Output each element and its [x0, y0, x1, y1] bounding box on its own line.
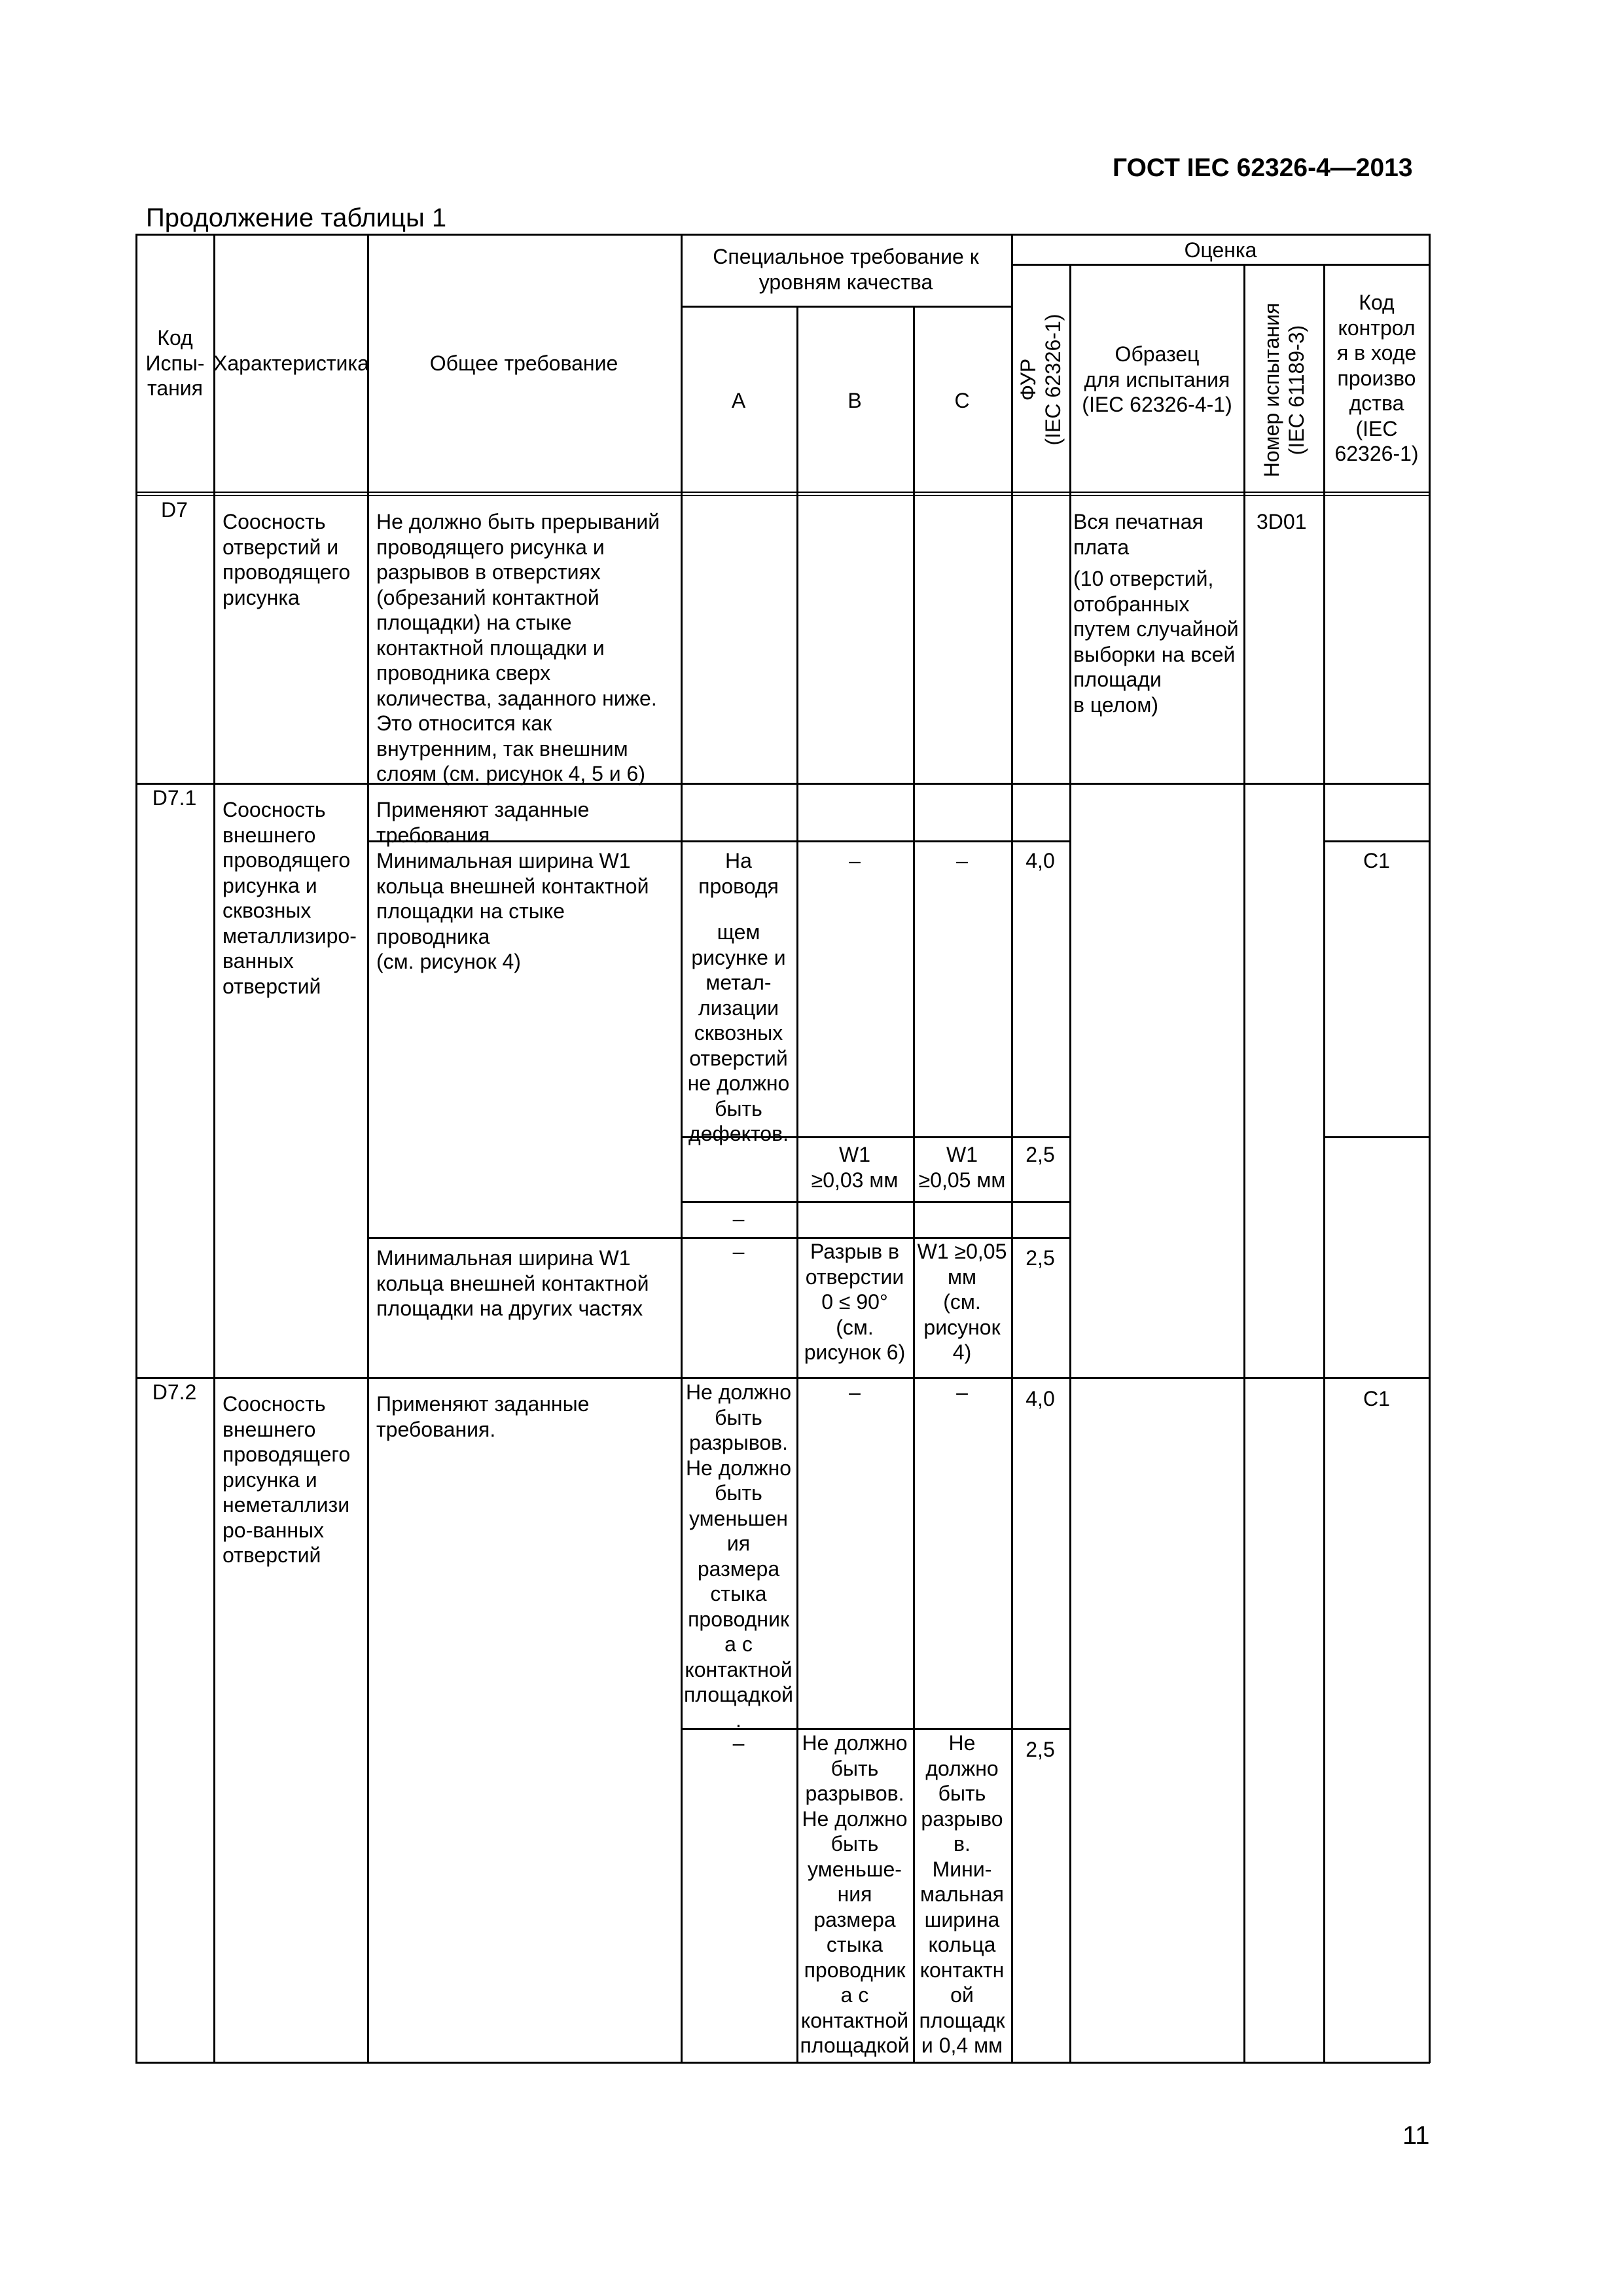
- row-d71-general-1: Применяют заданные требования: [376, 798, 590, 847]
- row-d71-a-2: На проводя: [698, 849, 779, 898]
- row-d7-sample-b: (10 отверстий, отобранных путем случайной выборки на всей площади в целом): [1073, 567, 1239, 717]
- row-d71-c-3: W1 ≥0,05 мм: [918, 1143, 1006, 1192]
- col-header-special: Специальное требование к уровням качества: [713, 245, 979, 294]
- row-d71-aql-2: 4,0: [1026, 849, 1055, 872]
- table-caption: Продолжение таблицы 1: [146, 204, 447, 232]
- row-d7-general: Не должно быть прерываний проводящего рисунка и разрывов в отверстиях (обрезаний контактной площадки) на стыке контактной площадки и проводника сверх количества, заданного ниже. Это относится как внутренним, так внешним слоям (см. рисунок 4, 5 и 6): [376, 510, 660, 785]
- row-d72-code: D7.2: [152, 1380, 197, 1404]
- row-d7-code: D7: [161, 498, 188, 522]
- col-header-general: Общее требование: [429, 351, 618, 375]
- row-d71-general-2: Минимальная ширина W1 кольца внешней контактной площадки на стыке проводника (см. рисунок 4): [376, 849, 649, 973]
- row-d71-c-2: –: [956, 849, 968, 872]
- row-d72-a-2: –: [732, 1731, 745, 1755]
- row-d72-general: Применяют заданные требования.: [376, 1392, 590, 1441]
- row-d72-b-1: –: [849, 1380, 861, 1404]
- col-header-a: A: [731, 389, 746, 412]
- row-d71-a-4: –: [732, 1207, 745, 1230]
- document-title: ГОСТ IEC 62326-4—2013: [1113, 154, 1413, 182]
- row-d71-b-3: W1 ≥0,03 мм: [811, 1143, 899, 1192]
- row-d71-a-2-cont: щем рисунке и метал- лизации сквозных отверстий не должно быть дефектов.: [687, 920, 790, 1145]
- page-number: 11: [1402, 2121, 1430, 2150]
- col-header-sample: Образец для испытания (IEC 62326-4-1): [1082, 342, 1232, 416]
- row-d72-characteristic: Соосность внешнего проводящего рисунка и неметаллизи ро-ванных отверстий: [223, 1392, 351, 1567]
- col-header-control-code: Код контрол я в ходе произво дства (IEC 62326-1): [1334, 291, 1419, 465]
- row-d72-b-2: Не должно быть разрывов. Не должно быть уменьше- ния размера стыка проводник а с контактной площадкой: [800, 1731, 910, 2057]
- row-d71-characteristic: Соосность внешнего проводящего рисунка и сквозных металлизиро- ванных отверстий: [223, 798, 357, 998]
- row-d72-aql-2: 2,5: [1026, 1738, 1055, 1761]
- row-d71-a-5: –: [732, 1240, 745, 1263]
- row-d71-c-5: W1 ≥0,05 мм (см. рисунок 4): [917, 1240, 1007, 1364]
- col-header-aql: ФУР (IEC 62326-1): [1016, 314, 1065, 446]
- col-header-evaluation: Оценка: [1184, 238, 1257, 262]
- row-d7-test-number: 3D01: [1257, 510, 1307, 533]
- row-d71-aql-3: 2,5: [1026, 1143, 1055, 1166]
- row-d72-aql-1: 4,0: [1026, 1387, 1055, 1410]
- col-header-characteristic: Характеристика: [213, 351, 369, 375]
- col-header-b: B: [847, 389, 862, 412]
- row-d72-a-1: Не должно быть разрывов. Не должно быть уменьшен ия размера стыка проводник а с контактной площадкой .: [684, 1380, 793, 1732]
- row-d7-sample-a: Вся печатная плата: [1073, 510, 1204, 559]
- row-d71-code: D7.1: [152, 786, 197, 810]
- col-header-c: C: [954, 389, 970, 412]
- row-d71-aql-5: 2,5: [1026, 1246, 1055, 1270]
- row-d72-c-1: –: [956, 1380, 968, 1404]
- row-d71-general-5: Минимальная ширина W1 кольца внешней контактной площадки на других частях: [376, 1246, 649, 1320]
- row-d71-b-2: –: [849, 849, 861, 872]
- col-header-test-number: Номер испытания (IEC 61189-3): [1260, 302, 1308, 478]
- row-d71-control-2: C1: [1363, 849, 1390, 872]
- row-d72-control-1: C1: [1363, 1387, 1390, 1410]
- col-header-code: Код Испы- тания: [145, 326, 205, 400]
- row-d71-b-5: Разрыв в отверстии 0 ≤ 90° (см. рисунок 6): [804, 1240, 906, 1364]
- row-d72-c-2: Не должно быть разрыво в. Мини- мальная ширина кольца контактн ой площадк и 0,4 мм: [919, 1731, 1005, 2057]
- row-d7-characteristic: Соосность отверстий и проводящего рисунка: [223, 510, 351, 609]
